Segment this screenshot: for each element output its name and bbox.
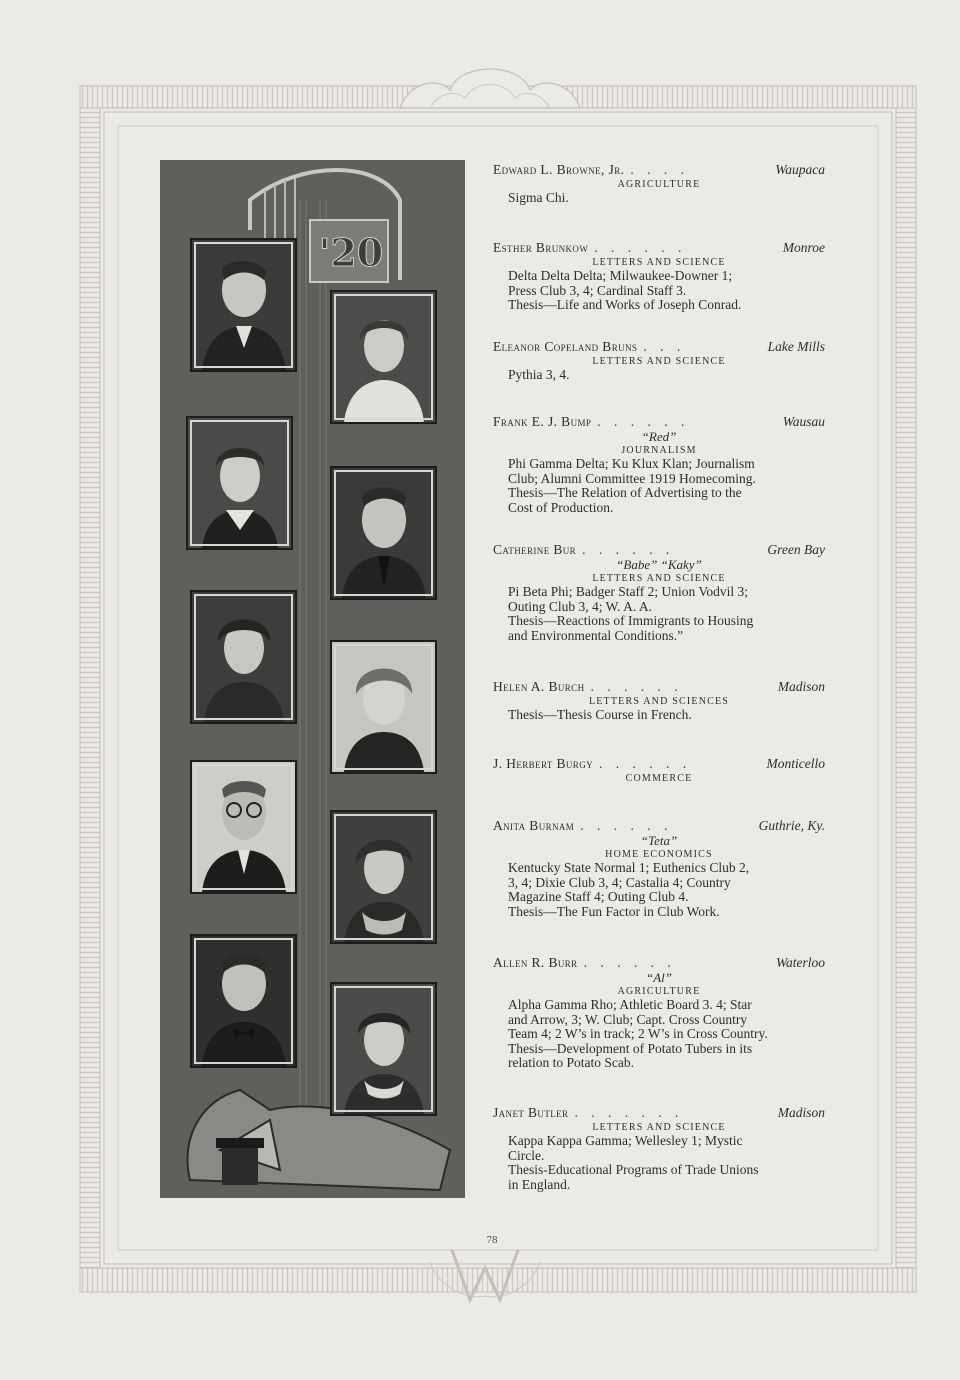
entry-catherine-bur	[493, 542, 825, 643]
entry-line: Thesis-Educational Programs of Trade Unions	[508, 1162, 759, 1178]
entry-j-herbert-burgy	[493, 756, 825, 785]
entry-name: Edward L. Browne, Jr.	[493, 162, 625, 177]
portrait-janet-butler	[330, 982, 437, 1116]
entry-line: Thesis—The Fun Factor in Club Work.	[508, 903, 720, 919]
entry-line: in England.	[508, 1176, 571, 1192]
entry-hometown: Madison	[777, 1105, 825, 1120]
class-year-emblem: '20	[318, 230, 384, 275]
entry-college: LETTERS AND SCIENCES	[588, 696, 730, 707]
entry-frank-bump	[493, 414, 825, 515]
leader-dots: . . .	[643, 339, 686, 354]
leader-dots: . . . . . .	[597, 414, 690, 429]
entry-name: J. Herbert Burgy	[493, 756, 593, 771]
entry-anita-burnam	[493, 818, 825, 919]
entry-hometown: Wausau	[782, 414, 825, 429]
entry-line: Kentucky State Normal 1; Euthenics Club 2,	[508, 860, 750, 875]
entry-college: LETTERS AND SCIENCE	[592, 1122, 726, 1133]
portrait-anita-burnam	[330, 810, 437, 944]
portrait-frank-bump	[330, 466, 437, 600]
entry-hometown: Monticello	[766, 756, 825, 771]
entry-name: Allen R. Burr	[493, 955, 578, 970]
entry-college: LETTERS AND SCIENCE	[592, 356, 726, 367]
entry-hometown: Guthrie, Ky.	[758, 818, 825, 833]
leader-dots: . . . . . . .	[574, 1105, 684, 1120]
entry-hometown: Waterloo	[775, 955, 825, 970]
leader-dots: . . . . . .	[599, 756, 692, 771]
entry-line: Pythia 3, 4.	[508, 367, 570, 382]
entry-line: Phi Gamma Delta; Ku Klux Klan; Journalism	[508, 456, 755, 471]
entry-name: Anita Burnam	[493, 818, 575, 833]
entry-line: Sigma Chi.	[508, 190, 569, 205]
portrait-allen-burr	[190, 934, 297, 1068]
portrait-esther-brunkow	[330, 290, 437, 424]
leader-dots: . . . . . .	[590, 679, 683, 694]
leader-dots: . . . . . .	[580, 818, 673, 833]
entry-line: and Environmental Conditions.”	[508, 627, 684, 643]
page-number: 78	[486, 1234, 498, 1246]
entry-college: LETTERS AND SCIENCE	[592, 573, 726, 584]
entry-line: Thesis—Reactions of Immigrants to Housing	[508, 613, 754, 629]
entry-esther-brunkow	[493, 240, 825, 313]
entry-name: Frank E. J. Bump	[493, 414, 592, 429]
entry-line: 3, 4; Dixie Club 3, 4; Castalia 4; Country	[508, 874, 731, 890]
entry-line: Press Club 3, 4; Cardinal Staff 3.	[508, 282, 687, 298]
entry-line: Outing Club 3, 4; W. A. A.	[508, 598, 653, 614]
entry-line: Kappa Kappa Gamma; Wellesley 1; Mystic	[508, 1133, 743, 1148]
entry-line: Club; Alumni Committee 1919 Homecoming.	[508, 470, 756, 486]
entry-hometown: Madison	[777, 679, 825, 694]
entry-line: Magazine Staff 4; Outing Club 4.	[508, 889, 689, 905]
leader-dots: . . . . . .	[583, 955, 676, 970]
entry-line: Thesis—Life and Works of Joseph Conrad.	[508, 297, 742, 313]
entry-college: HOME ECONOMICS	[605, 849, 713, 860]
entry-college: COMMERCE	[625, 773, 693, 784]
entry-name: Janet Butler	[493, 1105, 569, 1120]
entry-college: AGRICULTURE	[617, 986, 701, 997]
entry-nickname: “Babe” “Kaky”	[616, 557, 702, 572]
leader-dots: . . . .	[630, 162, 690, 177]
entry-college: LETTERS AND SCIENCE	[592, 257, 726, 268]
entry-line: Team 4; 2 W’s in track; 2 W’s in Cross Country.	[508, 1026, 768, 1042]
portrait-eleanor-bruns	[186, 416, 293, 550]
entry-name: Catherine Bur	[493, 542, 577, 557]
entry-nickname: “Al”	[645, 970, 672, 985]
entry-helen-burch	[493, 679, 825, 723]
entry-hometown: Green Bay	[767, 542, 825, 557]
entry-line: Circle.	[508, 1147, 545, 1163]
entry-janet-butler	[493, 1105, 825, 1192]
portrait-edward-browne	[190, 238, 297, 372]
entry-nickname: “Teta”	[640, 833, 678, 848]
entry-line: relation to Potato Scab.	[508, 1055, 634, 1071]
entry-line: Thesis—The Relation of Advertising to the	[508, 485, 742, 501]
entry-hometown: Monroe	[782, 240, 825, 255]
entry-college: AGRICULTURE	[617, 179, 701, 190]
portrait-catherine-bur	[190, 590, 297, 724]
entry-college: JOURNALISM	[621, 445, 697, 456]
entry-nickname: “Red”	[641, 429, 677, 444]
entry-name: Eleanor Copeland Bruns	[493, 339, 638, 354]
entry-allen-burr	[493, 955, 825, 1071]
entry-hometown: Waupaca	[775, 162, 825, 177]
entry-line: Delta Delta Delta; Milwaukee-Downer 1;	[508, 268, 733, 283]
entry-line: Thesis—Thesis Course in French.	[508, 707, 692, 722]
entry-edward-browne	[493, 162, 825, 206]
entry-line: Thesis—Development of Potato Tubers in its	[508, 1040, 753, 1056]
entry-line: and Arrow, 3; W. Club; Capt. Cross Country	[508, 1011, 748, 1027]
entry-line: Alpha Gamma Rho; Athletic Board 3. 4; Star	[508, 997, 752, 1012]
entry-hometown: Lake Mills	[767, 339, 825, 354]
leader-dots: . . . . . .	[582, 542, 675, 557]
entry-name: Esther Brunkow	[493, 240, 589, 255]
portrait-panel	[160, 160, 465, 1198]
entry-eleanor-bruns	[493, 339, 825, 383]
entry-line: Cost of Production.	[508, 499, 614, 515]
entry-line: Pi Beta Phi; Badger Staff 2; Union Vodvil 3;	[508, 584, 749, 599]
entry-name: Helen A. Burch	[493, 679, 585, 694]
portrait-helen-burch	[330, 640, 437, 774]
portrait-j-herbert-burgy	[190, 760, 297, 894]
leader-dots: . . . . . .	[594, 240, 687, 255]
